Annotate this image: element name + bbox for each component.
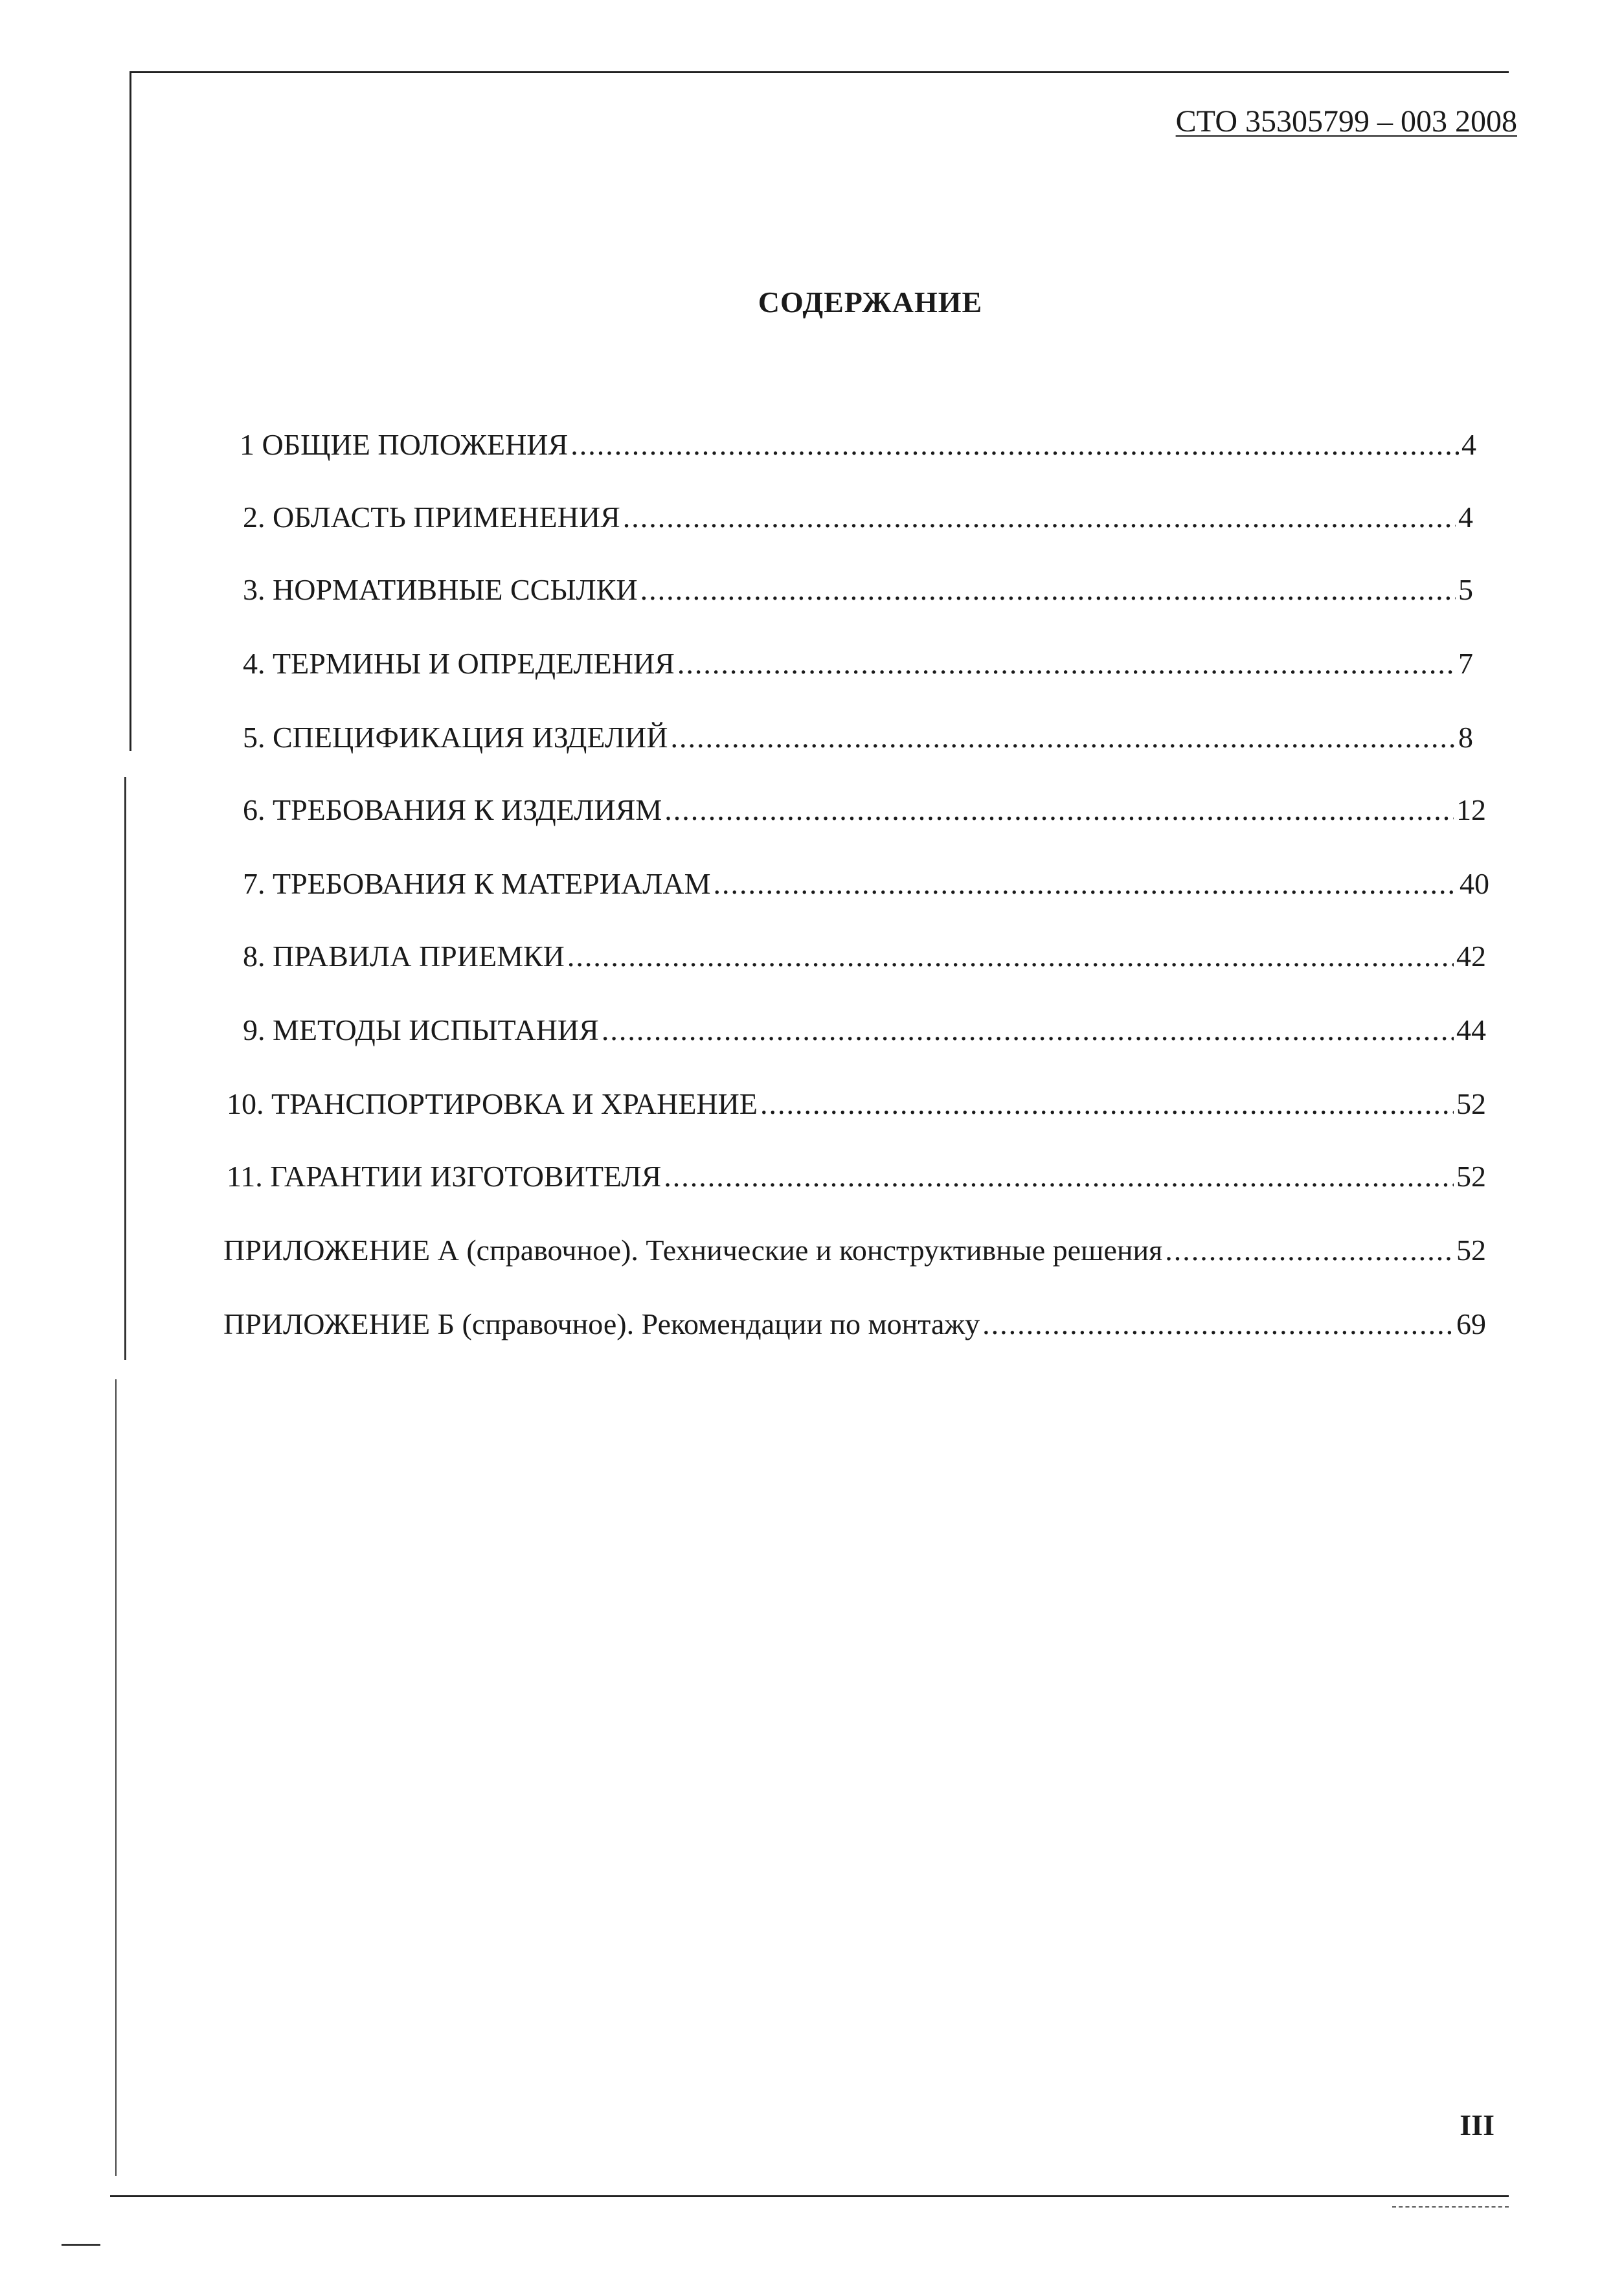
toc-item bbox=[223, 1233, 1486, 1267]
toc-item bbox=[243, 793, 1486, 827]
toc-item-page: 4 bbox=[1458, 501, 1473, 534]
toc-item-page: 8 bbox=[1458, 721, 1473, 754]
toc-item-page: 40 bbox=[1460, 867, 1489, 900]
toc-item-page: 52 bbox=[1456, 1234, 1486, 1267]
toc-item-page: 42 bbox=[1456, 940, 1486, 973]
toc-item-label: 3. НОРМАТИВНЫЕ ССЫЛКИ bbox=[243, 573, 638, 606]
toc-item-page: 7 bbox=[1458, 647, 1473, 680]
toc-item bbox=[240, 427, 1476, 462]
toc-item-label: 6. ТРЕБОВАНИЯ К ИЗДЕЛИЯМ bbox=[243, 793, 662, 826]
toc-leader-dots bbox=[677, 646, 1456, 681]
toc-leader-dots bbox=[671, 720, 1456, 754]
toc-item bbox=[227, 1159, 1486, 1193]
toc-item bbox=[243, 939, 1486, 973]
toc-item-label: 9. МЕТОДЫ ИСПЫТАНИЯ bbox=[243, 1013, 599, 1046]
frame-bottom-dash bbox=[1392, 2206, 1509, 2208]
toc-leader-dots bbox=[623, 500, 1456, 534]
toc-item-label: ПРИЛОЖЕНИЕ А (справочное). Технические и конструктивные решения bbox=[223, 1234, 1163, 1267]
frame-top-line bbox=[130, 71, 1509, 73]
toc-title: СОДЕРЖАНИЕ bbox=[758, 286, 983, 319]
toc-leader-dots bbox=[567, 939, 1454, 973]
toc-leader-dots bbox=[760, 1087, 1454, 1121]
toc-item bbox=[243, 572, 1473, 607]
toc-item-label: 11. ГАРАНТИИ ИЗГОТОВИТЕЛЯ bbox=[227, 1160, 662, 1193]
toc-leader-dots bbox=[602, 1013, 1454, 1047]
toc-item-label: ПРИЛОЖЕНИЕ Б (справочное). Рекомендации по монтажу bbox=[223, 1307, 980, 1340]
toc-item-label: 7. ТРЕБОВАНИЯ К МАТЕРИАЛАМ bbox=[243, 867, 711, 900]
toc-item-label: 10. ТРАНСПОРТИРОВКА И ХРАНЕНИЕ bbox=[227, 1087, 758, 1120]
toc-item bbox=[243, 1013, 1486, 1047]
toc-item-page: 52 bbox=[1456, 1160, 1486, 1193]
toc-item-page: 4 bbox=[1461, 428, 1476, 461]
toc-leader-dots bbox=[664, 1159, 1454, 1193]
document-code: СТО 35305799 – 003 2008 bbox=[1175, 104, 1517, 139]
toc-item bbox=[243, 866, 1489, 901]
toc-item-page: 5 bbox=[1458, 573, 1473, 606]
toc-leader-dots bbox=[570, 427, 1459, 462]
toc-leader-dots bbox=[640, 572, 1456, 607]
toc-item bbox=[227, 1087, 1486, 1121]
toc-item bbox=[243, 646, 1473, 681]
toc-item bbox=[223, 1307, 1486, 1341]
toc-item-page: 69 bbox=[1456, 1307, 1486, 1340]
toc-leader-dots bbox=[982, 1307, 1454, 1341]
toc-leader-dots bbox=[714, 866, 1457, 901]
toc-leader-dots bbox=[1165, 1233, 1454, 1267]
toc-item-page: 44 bbox=[1456, 1013, 1486, 1046]
frame-left-line bbox=[124, 777, 126, 1360]
toc-leader-dots bbox=[664, 793, 1454, 827]
toc-item-label: 2. ОБЛАСТЬ ПРИМЕНЕНИЯ bbox=[243, 501, 620, 534]
toc-item-label: 8. ПРАВИЛА ПРИЕМКИ bbox=[243, 940, 565, 973]
page-number: III bbox=[1460, 2108, 1494, 2141]
toc-item bbox=[243, 500, 1473, 534]
frame-left-line bbox=[130, 71, 131, 751]
toc-item-page: 12 bbox=[1456, 793, 1486, 826]
toc-item bbox=[243, 720, 1473, 754]
scan-mark bbox=[62, 2244, 100, 2246]
toc-item-page: 52 bbox=[1456, 1087, 1486, 1120]
frame-bottom-line bbox=[110, 2195, 1509, 2197]
toc-item-label: 4. ТЕРМИНЫ И ОПРЕДЕЛЕНИЯ bbox=[243, 647, 675, 680]
toc-item-label: 5. СПЕЦИФИКАЦИЯ ИЗДЕЛИЙ bbox=[243, 721, 668, 754]
toc-item-label: 1 ОБЩИЕ ПОЛОЖЕНИЯ bbox=[240, 428, 569, 461]
frame-left-line bbox=[115, 1379, 117, 2176]
